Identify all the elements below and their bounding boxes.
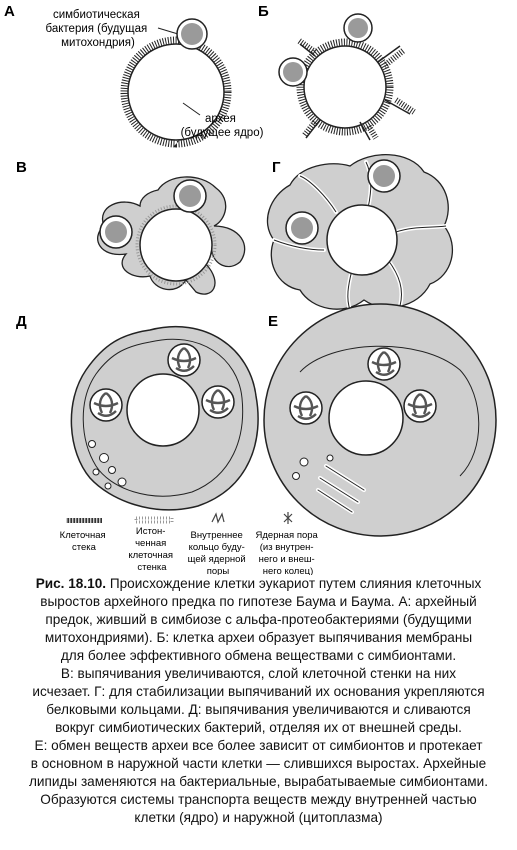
legend-thin-wall-swatch	[136, 518, 172, 522]
panel-a-letter: А	[4, 3, 15, 20]
caption-line: Образуются системы транспорта веществ между внутренней частью	[40, 792, 477, 807]
panel-g-letter: Г	[272, 159, 281, 176]
panel-b	[258, 3, 414, 140]
panel-d	[16, 313, 258, 510]
caption-line: Происхождение клетки эукариот путем слияния клеточных	[106, 576, 482, 591]
legend-nuclear-pore-label: Ядерная пора (из внутрен- него и внеш- него колец)	[255, 530, 318, 575]
bacterium-callout: симбиотическая бактерия (будущая митохондрия)	[45, 9, 148, 49]
panel-e	[264, 304, 496, 536]
archaeon-g	[327, 205, 397, 275]
caption-line: вокруг симбиотических бактерий, отделяя их от внешней среды.	[55, 720, 462, 735]
figure-caption	[6, 575, 511, 827]
archaeon-b-membrane	[304, 46, 386, 128]
panel-e-letter: Е	[268, 313, 279, 330]
caption-line: Е: обмен веществ археи все более зависит от симбионтов и протекает	[34, 738, 483, 753]
caption-line: в основном в наружной части клетки — слившихся выростах. Архейные	[30, 756, 487, 771]
legend-cell-wall-label: Клеточная стека	[59, 530, 106, 553]
caption-line: исчезает. Г: для стабилизации выпячиваний их основания укрепляются	[32, 684, 485, 699]
legend-inner-ring-label: Внутреннее кольцо буду- щей ядерной поры	[187, 530, 246, 575]
caption-line: предок, живший в симбиозе с альфа-протеобактериями (будущими	[45, 612, 472, 627]
panel-v-letter: В	[16, 159, 27, 176]
caption-line: для более эффективного обмена веществами с симбионтами.	[60, 648, 457, 663]
panel-d-letter: Д	[16, 313, 27, 330]
panel-b-letter: Б	[258, 3, 269, 20]
legend-cell-wall-swatch	[66, 518, 102, 523]
bacterium-core	[181, 23, 203, 45]
legend-inner-ring-swatch	[212, 514, 224, 522]
panel-v	[16, 159, 245, 294]
panel-g	[267, 155, 452, 310]
caption-line: В: выпячивания увеличиваются, слой клеточной стенки на них	[60, 666, 457, 681]
archaea-callout: архея (будущее ядро)	[180, 113, 264, 139]
caption-line: липиды заменяются на бактериальные, вырабатываемые симбионтами.	[28, 774, 489, 789]
legend-nuclear-pore-swatch	[284, 512, 292, 524]
caption-lead: Рис. 18.10.	[35, 576, 107, 591]
caption-line: митохондриями). Б: клетка археи образует выпячивания мембраны	[44, 630, 473, 645]
panel-a	[4, 3, 264, 144]
nucleus-e	[329, 381, 403, 455]
caption-line: выростов архейного предка по гипотезе Баума и Баума. А: архейный	[40, 594, 477, 609]
nucleus-d	[127, 374, 199, 446]
legend	[60, 512, 321, 575]
caption-line: белковыми кольцами. Д: выпячивания увеличиваются и сливаются	[46, 702, 471, 717]
archaeon-membrane	[128, 44, 224, 140]
legend-thin-wall-label: Истон- ченная клеточная стенка	[128, 526, 174, 573]
archaeon-v	[140, 209, 212, 281]
caption-line: клетки (ядро) и наружной (цитоплазма)	[134, 810, 383, 825]
